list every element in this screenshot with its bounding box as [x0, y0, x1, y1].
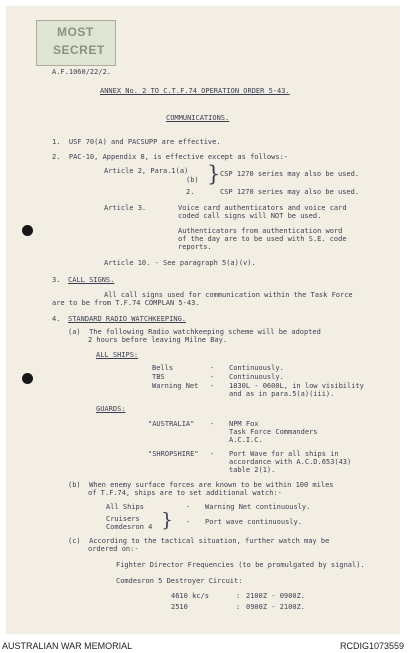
paragraph-2: 2. PAC-10, Appendix 8, is effective except as follows:- — [52, 153, 289, 161]
paragraph-3-line: are to be from T.F.74 COMPLAN 5-43. — [52, 299, 200, 307]
paragraph-4b-line: (b) When enemy surface forces are known to be within 100 miles — [68, 481, 334, 489]
article-3-line: coded call signs will NOT be used. — [178, 212, 322, 220]
additional-watch-dash: - — [186, 518, 191, 526]
paragraph-1: 1. USF 70(A) and PACSUPP are effective. — [52, 138, 221, 146]
guard-value: table 2(1). — [229, 466, 276, 474]
watch-dash: - — [210, 364, 215, 372]
guard-ship-name: "SHROPSHIRE" — [148, 450, 199, 458]
guard-ship-name: "AUSTRALIA" — [148, 420, 195, 428]
all-ships-heading: ALL SHIPS: — [96, 351, 139, 359]
stamp-line: SECRET — [53, 43, 105, 57]
paragraph-4a-line: 2 hours before leaving Milne Bay. — [88, 336, 228, 344]
additional-watch-value: Warning Net continuously. — [205, 503, 311, 511]
article-2-label: Article 2, Para.1(a) — [104, 167, 189, 175]
brace: } — [207, 162, 221, 186]
paragraph-4c-line: ordered on:- — [88, 545, 139, 553]
article-10: Article 10. - See paragraph 5(a)(v). — [104, 259, 256, 267]
classification-stamp — [36, 20, 116, 66]
punch-hole — [22, 373, 33, 384]
guards-heading: GUARDS: — [96, 405, 126, 413]
paragraph-4-number: 4. — [52, 315, 61, 323]
watch-dash: - — [210, 373, 215, 381]
additional-watch-value: Port wave continuously. — [205, 518, 302, 526]
guard-value: Task Force Commanders — [229, 428, 318, 436]
watch-value-continued: and as in para.5(a)(iii). — [229, 390, 335, 398]
frequency-separator: : — [236, 603, 241, 611]
article-3-line: Voice card authenticators and voice card — [178, 204, 347, 212]
footer-record-id: RCDIG1073559 — [339, 641, 404, 651]
watch-name: TBS — [152, 373, 165, 381]
brace: } — [161, 509, 174, 531]
frequency-time: 0900Z - 2100Z. — [246, 603, 306, 611]
paragraph-4a-line: (a) The following Radio watchkeeping scheme will be adopted — [68, 328, 321, 336]
reference-number: A.F.1060/22/2. — [52, 68, 112, 76]
watch-value: Continuously. — [229, 373, 284, 381]
paragraph-3-line: All call signs used for communication within the Task Force — [104, 291, 353, 299]
stamp-line: MOST — [57, 25, 94, 39]
fighter-director-line: Fighter Director Frequencies (to be promulgated by signal). — [116, 561, 365, 569]
authenticator-line: reports. — [178, 243, 212, 251]
guard-value: accordance with A.C.D.653(43) — [229, 458, 352, 466]
frequency: 2510 — [171, 603, 188, 611]
frequency-time: 2100Z - 0900Z. — [246, 592, 306, 600]
guard-value: A.C.I.C. — [229, 436, 263, 444]
paragraph-4-heading: STANDARD RADIO WATCHKEEPING. — [68, 315, 187, 323]
footer-bar — [0, 640, 408, 653]
watch-dash: - — [210, 382, 215, 390]
frequency-separator: : — [236, 592, 241, 600]
document-page — [6, 6, 400, 634]
guard-dash: - — [210, 420, 215, 428]
paragraph-4b-line: of T.F.74, ships are to set additional watch:- — [88, 489, 282, 497]
watch-value: 1830L - 0600L, in low visibility — [229, 382, 364, 390]
frequency: 4610 kc/s — [171, 592, 209, 600]
article-2-2-text: CSP 1270 series may also be used. — [220, 188, 360, 196]
additional-watch-ships: Cruisers — [106, 515, 140, 523]
watch-name: Warning Net — [152, 382, 199, 390]
article-2-text: CSP 1270 series may also be used. — [220, 170, 360, 178]
additional-watch-dash: - — [186, 503, 191, 511]
additional-watch-ships: Comdesron 4 — [106, 523, 153, 531]
footer-source: AUSTRALIAN WAR MEMORIAL — [2, 641, 133, 651]
article-3-label: Article 3. — [104, 204, 147, 212]
authenticator-line: of the day are to be used with S.E. code — [178, 235, 347, 243]
authenticator-line: Authenticators from authentication word — [178, 227, 343, 235]
section-title: COMMUNICATIONS. — [166, 114, 230, 122]
guard-dash: - — [210, 450, 215, 458]
watch-name: Bells — [152, 364, 174, 372]
guard-value: NPM Fox — [229, 420, 259, 428]
guard-value: Port Wave for all ships in — [229, 450, 339, 458]
destroyer-circuit-heading: Comdesron 5 Destroyer Circuit: — [116, 577, 243, 585]
paragraph-3-number: 3. — [52, 276, 61, 284]
paragraph-3-heading: CALL SIGNS. — [68, 276, 115, 284]
watch-value: Continuously. — [229, 364, 284, 372]
punch-hole — [22, 225, 33, 236]
annex-title: ANNEX No. 2 TO C.T.F.74 OPERATION ORDER 5-43. — [100, 87, 290, 95]
additional-watch-ships: All Ships — [106, 503, 144, 511]
article-2-2-number: 2. — [186, 188, 195, 196]
article-2-b: (b) — [186, 176, 199, 184]
paragraph-4c-line: (c) According to the tactical situation, further watch may be — [68, 537, 330, 545]
